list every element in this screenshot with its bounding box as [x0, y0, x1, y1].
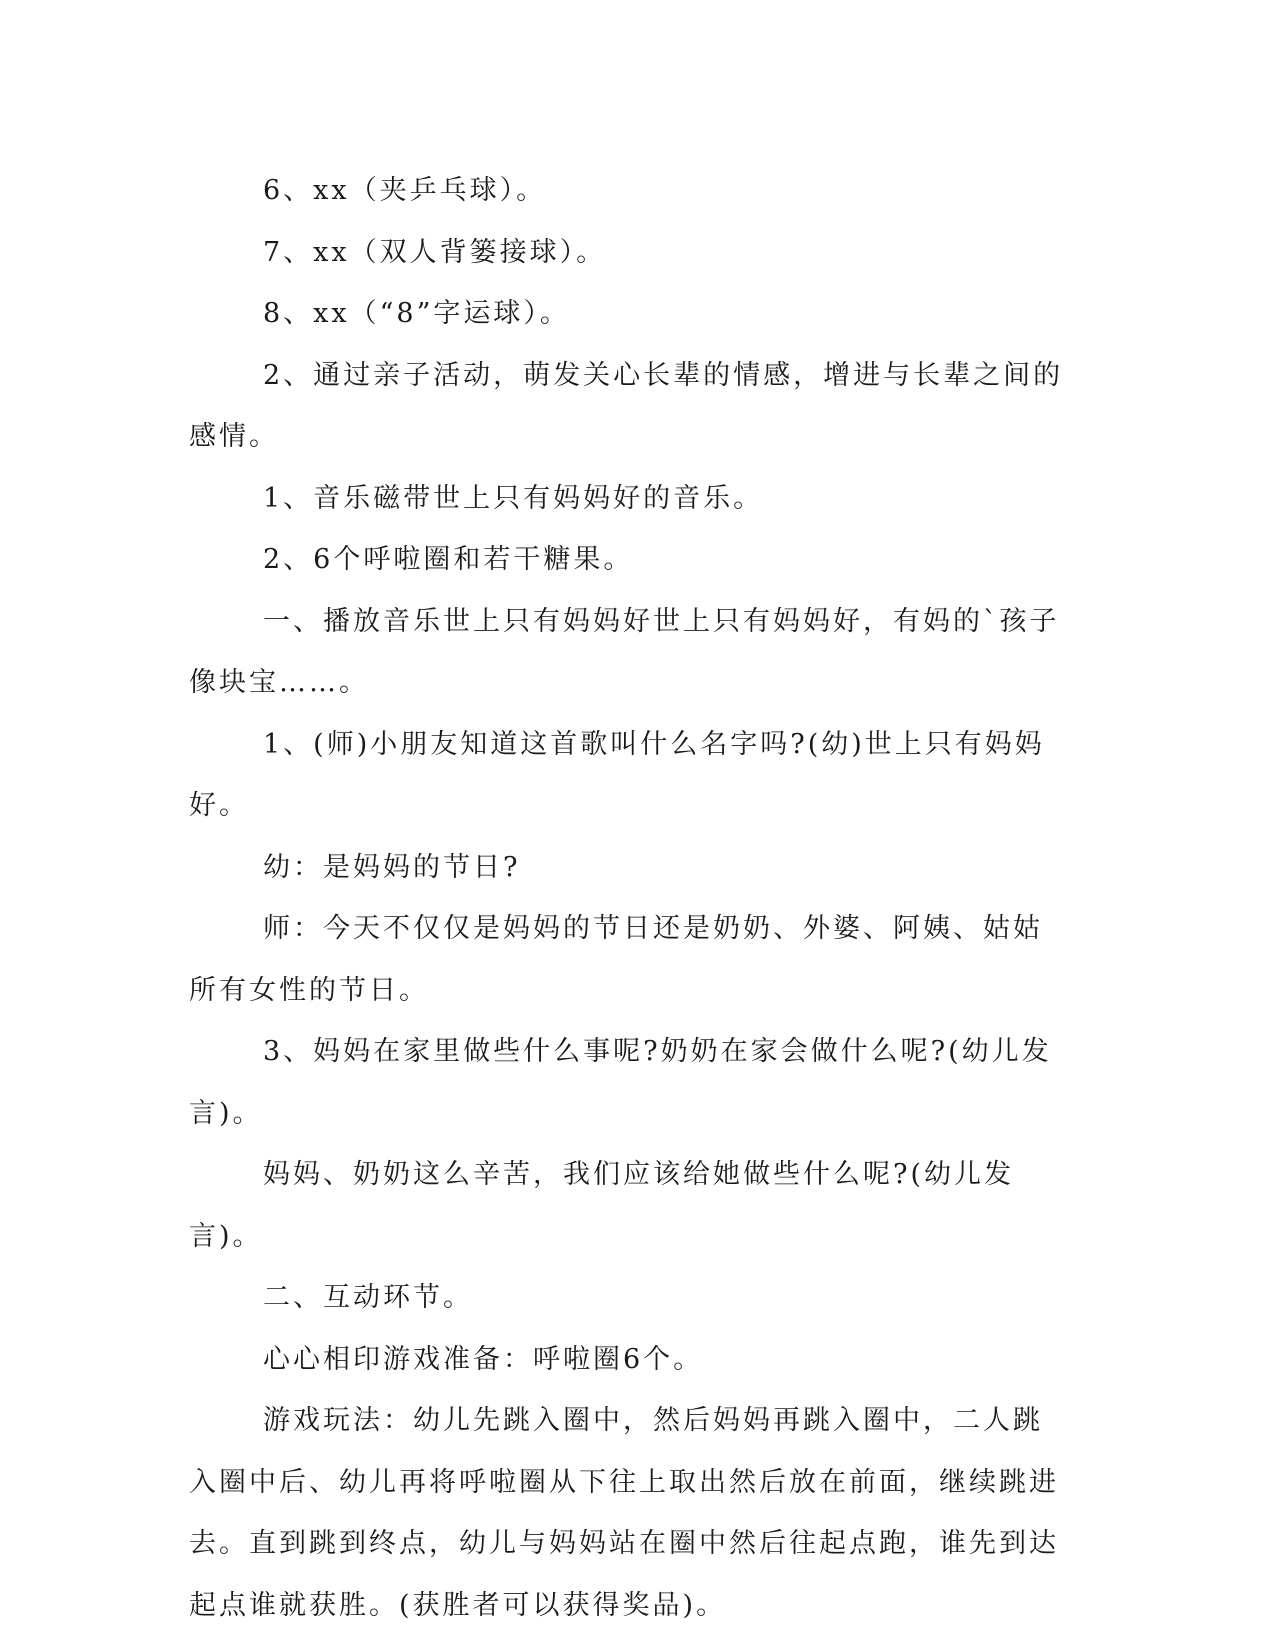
paragraph-question-3: 3、妈妈在家里做些什么事呢?奶奶在家会做什么呢?(幼儿发言)。 [189, 1036, 1052, 1129]
paragraph-child-answer: 幼：是妈妈的节日? [263, 851, 521, 883]
paragraph-item-6: 6、xx（夹乒乓球）。 [263, 175, 547, 206]
paragraph-question-followup: 妈妈、奶奶这么辛苦，我们应该给她做些什么呢?(幼儿发言)。 [189, 1159, 1015, 1252]
paragraph-item-8: 8、xx（“8”字运球）。 [263, 298, 570, 329]
paragraph-game-preparation: 心心相印游戏准备：呼啦圈6个。 [263, 1343, 704, 1375]
paragraph-objective-2: 2、通过亲子活动，萌发关心长辈的情感，增进与长辈之间的感情。 [189, 359, 1064, 452]
paragraph-step-1: 一、播放音乐世上只有妈妈好世上只有妈妈好，有妈的`孩子像块宝……。 [189, 605, 1060, 698]
paragraph-question-1: 1、(师)小朋友知道这首歌叫什么名字吗?(幼)世上只有妈妈好。 [189, 728, 1045, 821]
document-body [189, 160, 1069, 1636]
paragraph-item-7: 7、xx（双人背篓接球）。 [263, 236, 607, 268]
paragraph-teacher-answer: 师：今天不仅仅是妈妈的节日还是奶奶、外婆、阿姨、姑姑所有女性的节日。 [189, 913, 1043, 1006]
paragraph-preparation-2: 2、6个呼啦圈和若干糖果。 [263, 544, 634, 575]
paragraph-preparation-1: 1、音乐磁带世上只有妈妈好的音乐。 [263, 482, 764, 514]
paragraph-step-2: 二、互动环节。 [263, 1282, 473, 1313]
paragraph-game-rules: 游戏玩法：幼儿先跳入圈中，然后妈妈再跳入圈中，二人跳入圈中后、幼儿再将呼啦圈从下往上取出然后放在前面，继续跳进去。直到跳到终点，幼儿与妈妈站在圈中然后往起点跑，谁先到达起点谁就获胜。(获胜者可以获得奖品)。 [189, 1405, 1059, 1621]
